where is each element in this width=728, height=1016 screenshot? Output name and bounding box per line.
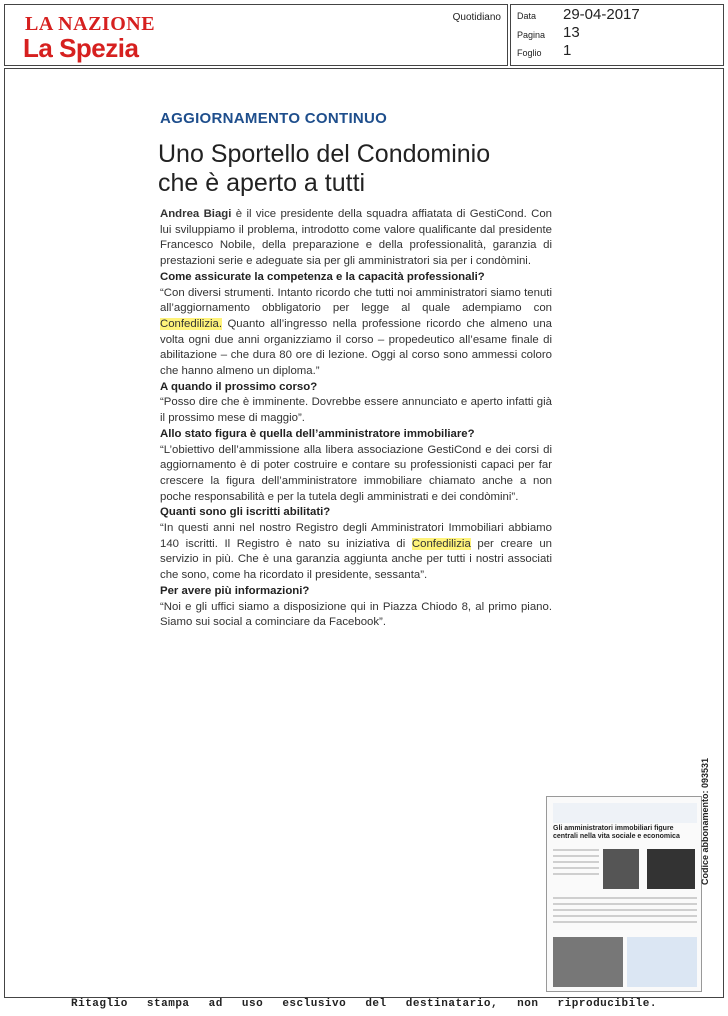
answer-4 xyxy=(160,521,552,584)
answer-1-text-b: Quanto all’ingresso nella professione ricordo che almeno una volta ogni due anni organizziamo il corso – propedeutico all’esame finale di abilitazione – che dura 80 ore di lezione. Oggi al corso sono ammessi coloro che hanno almeno un diploma.” xyxy=(160,317,552,378)
thumbnail-line xyxy=(553,897,697,899)
question-4: Quanti sono gli iscritti abilitati? xyxy=(160,506,331,519)
question-5: Per avere più informazioni? xyxy=(160,584,310,597)
footer-notice: Ritaglio stampa ad uso esclusivo del destinatario, non riproducibile. xyxy=(71,998,657,1010)
answer-1 xyxy=(160,286,552,380)
thumbnail-line xyxy=(553,867,599,869)
page-value: 13 xyxy=(563,24,580,41)
newspaper-logo-top: LA NAZIONE xyxy=(25,13,156,35)
interviewee-name: Andrea Biagi xyxy=(160,208,232,220)
subscription-code: Codice abbonamento: 093531 xyxy=(700,757,710,885)
clipping-meta xyxy=(510,4,724,66)
thumbnail-group-photo xyxy=(553,937,623,987)
intro-text: è il vice presidente della squadra affiatata di GestiCond. Con lui sviluppiamo il problema, introdotto come valore qualificante dal presidente Francesco Nobile, della preparazione e della professionalità, garanzia di prestazioni serie e adeguate sia per gli amministratori sia per i condòmini. xyxy=(160,208,552,268)
page-thumbnail xyxy=(546,796,702,992)
thumbnail-line xyxy=(553,873,599,875)
article-headline xyxy=(158,140,578,198)
highlight-confedilizia-2: Confedilizia xyxy=(411,537,471,550)
answer-4-text-a: “In questi anni nel nostro Registro degli Amministratori Immobiliari abbiamo 140 iscritti. Il Registro è nato su iniziativa di xyxy=(160,522,552,550)
thumbnail-line xyxy=(553,921,697,923)
newspaper-logo-city: La Spezia xyxy=(23,33,139,63)
thumbnail-line xyxy=(553,909,697,911)
thumbnail-title: Gli amministratori immobiliari figure centrali nella vita sociale e economica xyxy=(553,825,680,840)
answer-4-text-b: per creare un servizio in più. Che è una garanzia aggiunta anche per tutti i nostri associati che sono, come ha ricordato il presidente, sessanta”. xyxy=(160,537,553,582)
intro-paragraph xyxy=(160,207,552,270)
highlight-confedilizia-1: Confedilizia. xyxy=(160,317,223,330)
date-label: Data xyxy=(517,11,537,21)
date-value: 29-04-2017 xyxy=(563,6,640,23)
newspaper-header xyxy=(4,4,508,66)
answer-1-text-a: “Con diversi strumenti. Intanto ricordo che tutti noi amministratori siamo tenuti all’aggiornamento obbligatorio per legge al quale adempiamo con xyxy=(160,286,552,315)
thumbnail-photo xyxy=(603,849,639,889)
headline-line-1: Uno Sportello del Condominio xyxy=(158,140,491,168)
article-body xyxy=(160,207,552,631)
answer-3: “L’obiettivo dell’ammissione alla libera associazione GestiCond e dei corsi di aggiornamento è di poter costruire e contare su professionisti capaci per far crescere la figura dell’amministratore immobiliare chiamato anche a non poche responsabilità e per la tutela degli amministrati e dei condòmini”. xyxy=(160,443,552,503)
sheet-value: 1 xyxy=(563,42,572,59)
thumbnail-inset xyxy=(647,849,695,889)
answer-5: “Noi e gli uffici siamo a disposizione qui in Piazza Chiodo 8, al primo piano. Siamo sui social a cominciare da Facebook”. xyxy=(160,600,552,629)
headline-line-2: che è aperto a tutti xyxy=(158,169,366,197)
sheet-label: Foglio xyxy=(517,48,542,58)
question-1: Come assicurate la competenza e la capacità professionali? xyxy=(160,270,485,283)
thumbnail-box xyxy=(627,937,697,987)
thumbnail-line xyxy=(553,861,599,863)
thumbnail-line xyxy=(553,849,599,851)
thumbnail-line xyxy=(553,855,599,857)
answer-2: “Posso dire che è imminente. Dovrebbe essere annunciato e aperto infatti già il prossimo mese di maggio”. xyxy=(160,396,552,425)
thumbnail-header xyxy=(553,803,697,823)
question-3: Allo stato figura è quella dell’amministratore immobiliare? xyxy=(160,427,475,440)
section-label: AGGIORNAMENTO CONTINUO xyxy=(160,110,388,127)
thumbnail-line xyxy=(553,915,697,917)
publication-type: Quotidiano xyxy=(452,12,501,23)
thumbnail-line xyxy=(553,903,697,905)
question-2: A quando il prossimo corso? xyxy=(160,380,318,393)
page-label: Pagina xyxy=(517,30,546,40)
